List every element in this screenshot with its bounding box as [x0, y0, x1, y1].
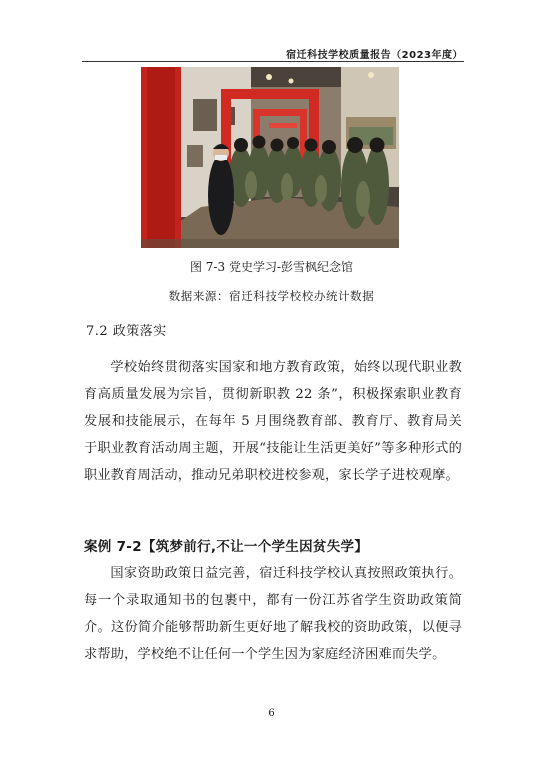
- page-header: 宿迁科技学校质量报告（2023年度）: [286, 50, 463, 61]
- case-paragraph: 国家资助政策日益完善，宿迁科技学校认真按照政策执行。每一个录取通知书的包裹中，都有一份江苏省学生资助政策简介。这份简介能够帮助新生更好地了解我校的资助政策，以便寻求帮助，学校绝不让任何一个学生因为家庭经济困难而失学。: [84, 566, 462, 662]
- header-rule: [82, 61, 464, 62]
- section-paragraph: 学校始终贯彻落实国家和地方教育政策，始终以现代职业教育高质量发展为宗旨，贯彻新职教 22 条”，积极探索职业教育发展和技能展示，在每年 5 月围绕教育部、教育厅、教育局关于职业教育活动周主题，开展“技能让生活更美好”等多种形式的职业教育周活动，推动兄弟职校进校参观，家长学子进校观摩。: [84, 360, 462, 483]
- memorial-hall-photo: [141, 67, 399, 248]
- section-heading: 7.2 政策落实: [86, 324, 167, 339]
- figure-source: 数据来源：宿迁科技学校校办统计数据: [168, 289, 375, 303]
- case-heading: 案例 7-2【筑梦前行,不让一个学生因贫失学】: [84, 539, 369, 555]
- figure-caption: 图 7-3 党史学习-彭雪枫纪念馆: [189, 260, 353, 274]
- page-number: 6: [268, 708, 275, 719]
